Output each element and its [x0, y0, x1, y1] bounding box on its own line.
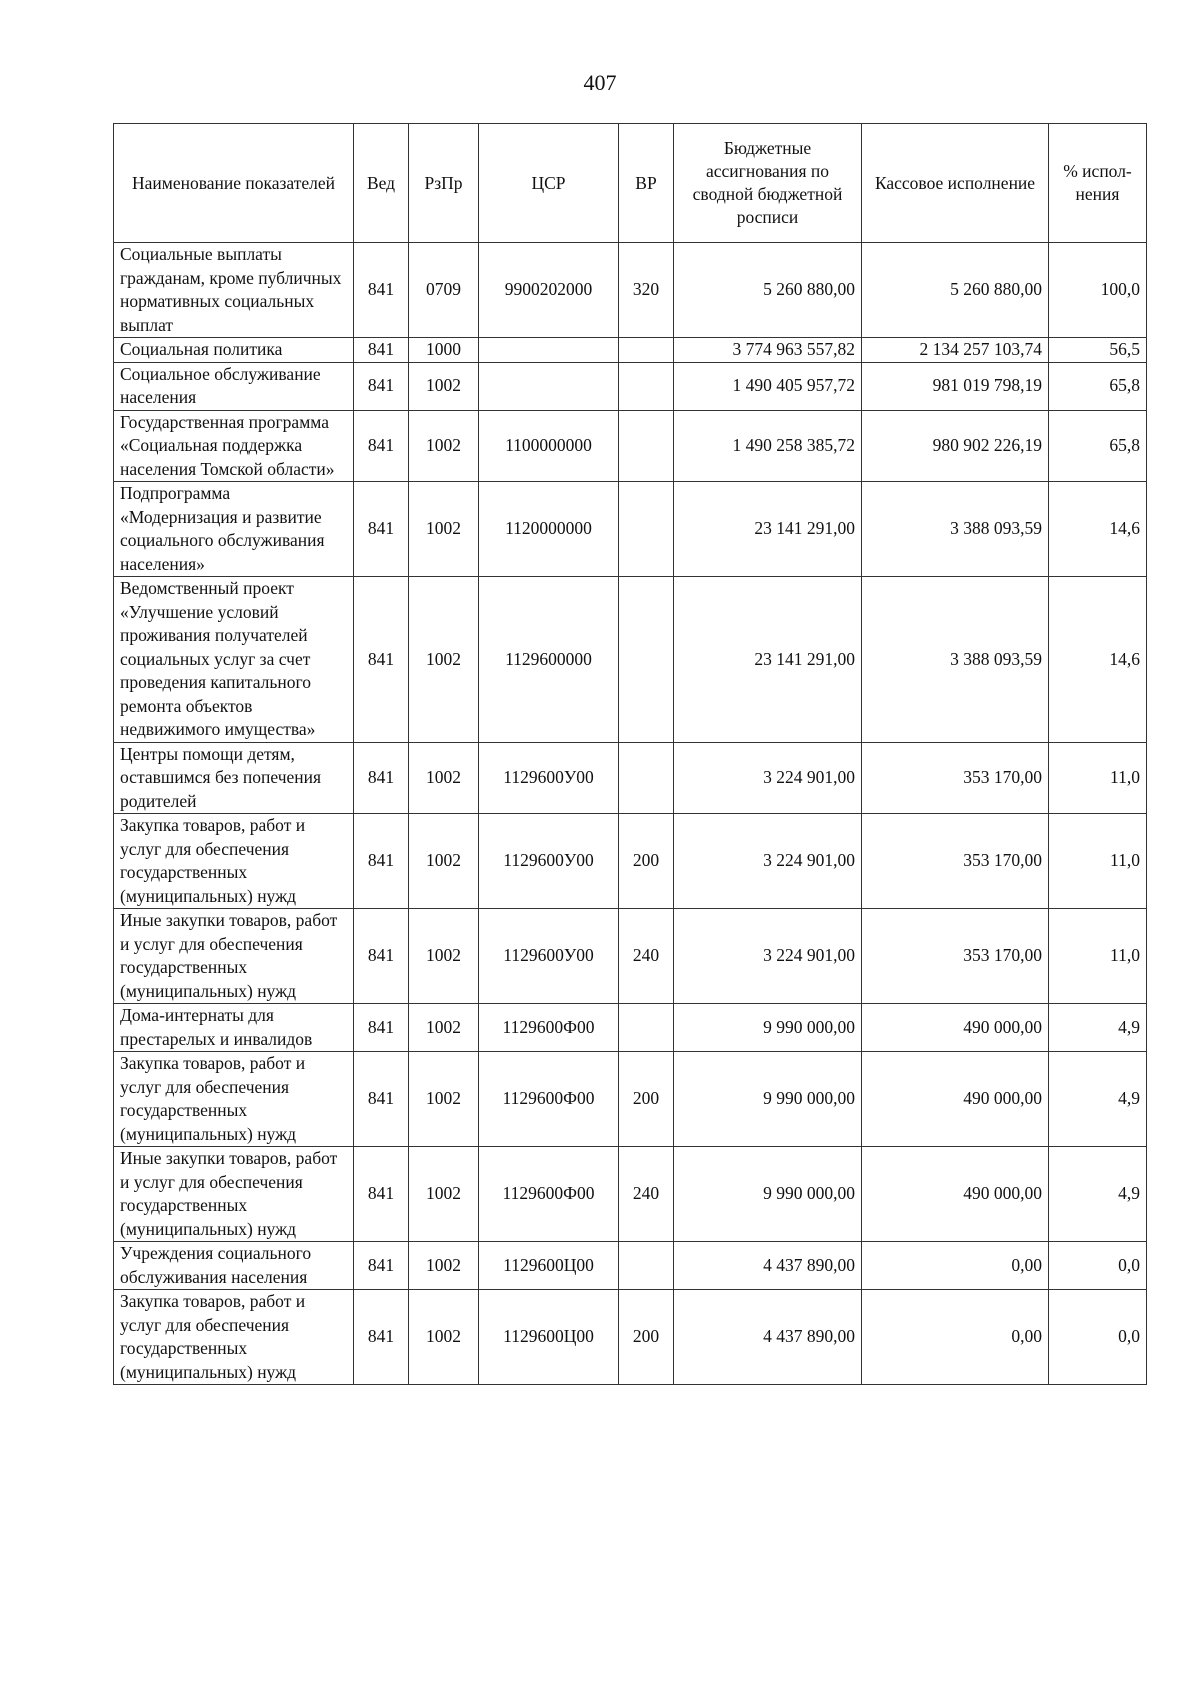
row-csr: 1129600У00	[479, 742, 619, 814]
row-csr: 1129600Ц00	[479, 1242, 619, 1290]
row-name: Закупка товаров, работ и услуг для обеспечения государственных (муниципальных) нужд	[114, 814, 354, 909]
row-vr: 240	[619, 1147, 674, 1242]
row-vr	[619, 482, 674, 577]
row-csr	[479, 362, 619, 410]
row-rzpr: 1002	[409, 577, 479, 743]
row-pct: 4,9	[1049, 1147, 1147, 1242]
row-csr	[479, 338, 619, 363]
row-rzpr: 1002	[409, 909, 479, 1004]
row-ved: 841	[354, 909, 409, 1004]
table-row	[114, 1290, 1147, 1385]
row-csr: 1129600У00	[479, 814, 619, 909]
row-cash: 5 260 880,00	[862, 243, 1049, 338]
row-cash: 353 170,00	[862, 814, 1049, 909]
row-budget: 23 141 291,00	[674, 482, 862, 577]
table-row	[114, 814, 1147, 909]
row-vr	[619, 410, 674, 482]
header-ved: Вед	[354, 124, 409, 243]
row-ved: 841	[354, 1052, 409, 1147]
row-vr: 200	[619, 1290, 674, 1385]
row-rzpr: 1002	[409, 1004, 479, 1052]
row-vr	[619, 1242, 674, 1290]
row-budget: 3 224 901,00	[674, 742, 862, 814]
table-row	[114, 1004, 1147, 1052]
table-row	[114, 909, 1147, 1004]
row-ved: 841	[354, 362, 409, 410]
row-cash: 0,00	[862, 1290, 1049, 1385]
row-csr: 1129600Ц00	[479, 1290, 619, 1385]
row-ved: 841	[354, 338, 409, 363]
row-pct: 11,0	[1049, 742, 1147, 814]
row-rzpr: 1002	[409, 814, 479, 909]
row-vr	[619, 338, 674, 363]
row-rzpr: 1002	[409, 410, 479, 482]
row-pct: 100,0	[1049, 243, 1147, 338]
table-row	[114, 1052, 1147, 1147]
table-row	[114, 410, 1147, 482]
row-csr: 1129600Ф00	[479, 1052, 619, 1147]
row-name: Центры помощи детям, оставшимся без попечения родителей	[114, 742, 354, 814]
row-name: Ведомственный проект «Улучшение условий проживания получателей социальных услуг за счет проведения капитального ремонта объектов недвижимого имущества»	[114, 577, 354, 743]
row-name: Закупка товаров, работ и услуг для обеспечения государственных (муниципальных) нужд	[114, 1052, 354, 1147]
row-ved: 841	[354, 1242, 409, 1290]
header-pct: % испол-нения	[1049, 124, 1147, 243]
row-cash: 2 134 257 103,74	[862, 338, 1049, 363]
header-budget: Бюджетные ассигнования по сводной бюджетной росписи	[674, 124, 862, 243]
row-vr: 320	[619, 243, 674, 338]
row-rzpr: 1002	[409, 362, 479, 410]
row-pct: 4,9	[1049, 1004, 1147, 1052]
row-cash: 490 000,00	[862, 1147, 1049, 1242]
row-cash: 353 170,00	[862, 742, 1049, 814]
row-budget: 23 141 291,00	[674, 577, 862, 743]
table-row	[114, 338, 1147, 363]
row-name: Социальная политика	[114, 338, 354, 363]
row-csr: 1100000000	[479, 410, 619, 482]
row-vr	[619, 362, 674, 410]
row-pct: 14,6	[1049, 577, 1147, 743]
row-cash: 490 000,00	[862, 1004, 1049, 1052]
row-cash: 0,00	[862, 1242, 1049, 1290]
row-budget: 1 490 258 385,72	[674, 410, 862, 482]
row-budget: 1 490 405 957,72	[674, 362, 862, 410]
row-ved: 841	[354, 482, 409, 577]
table-row	[114, 742, 1147, 814]
row-rzpr: 1002	[409, 482, 479, 577]
row-budget: 9 990 000,00	[674, 1004, 862, 1052]
table-row	[114, 577, 1147, 743]
row-csr: 9900202000	[479, 243, 619, 338]
row-cash: 3 388 093,59	[862, 577, 1049, 743]
row-rzpr: 1002	[409, 1290, 479, 1385]
row-vr: 240	[619, 909, 674, 1004]
row-budget: 3 774 963 557,82	[674, 338, 862, 363]
row-cash: 490 000,00	[862, 1052, 1049, 1147]
table-row	[114, 1147, 1147, 1242]
row-budget: 5 260 880,00	[674, 243, 862, 338]
row-rzpr: 1002	[409, 1052, 479, 1147]
budget-execution-table	[113, 123, 1147, 1385]
row-ved: 841	[354, 410, 409, 482]
row-vr: 200	[619, 814, 674, 909]
row-budget: 9 990 000,00	[674, 1147, 862, 1242]
row-cash: 980 902 226,19	[862, 410, 1049, 482]
header-row	[114, 124, 1147, 243]
row-name: Учреждения социального обслуживания населения	[114, 1242, 354, 1290]
row-name: Иные закупки товаров, работ и услуг для обеспечения государственных (муниципальных) нужд	[114, 1147, 354, 1242]
row-vr	[619, 742, 674, 814]
row-name: Государственная программа «Социальная поддержка населения Томской области»	[114, 410, 354, 482]
row-csr: 1129600Ф00	[479, 1147, 619, 1242]
row-pct: 14,6	[1049, 482, 1147, 577]
row-budget: 3 224 901,00	[674, 814, 862, 909]
row-rzpr: 1000	[409, 338, 479, 363]
row-budget: 9 990 000,00	[674, 1052, 862, 1147]
row-vr	[619, 1004, 674, 1052]
row-name: Социальные выплаты гражданам, кроме публичных нормативных социальных выплат	[114, 243, 354, 338]
row-pct: 4,9	[1049, 1052, 1147, 1147]
row-ved: 841	[354, 1004, 409, 1052]
row-rzpr: 1002	[409, 742, 479, 814]
row-pct: 65,8	[1049, 410, 1147, 482]
row-ved: 841	[354, 243, 409, 338]
row-csr: 1120000000	[479, 482, 619, 577]
table-row	[114, 243, 1147, 338]
row-budget: 4 437 890,00	[674, 1242, 862, 1290]
header-rzpr: РзПр	[409, 124, 479, 243]
row-name: Иные закупки товаров, работ и услуг для обеспечения государственных (муниципальных) нужд	[114, 909, 354, 1004]
row-name: Дома-интернаты для престарелых и инвалидов	[114, 1004, 354, 1052]
row-rzpr: 1002	[409, 1147, 479, 1242]
row-budget: 4 437 890,00	[674, 1290, 862, 1385]
table-body	[114, 243, 1147, 1385]
row-ved: 841	[354, 577, 409, 743]
row-name: Закупка товаров, работ и услуг для обеспечения государственных (муниципальных) нужд	[114, 1290, 354, 1385]
table-row	[114, 482, 1147, 577]
row-vr: 200	[619, 1052, 674, 1147]
row-cash: 3 388 093,59	[862, 482, 1049, 577]
row-budget: 3 224 901,00	[674, 909, 862, 1004]
row-ved: 841	[354, 1290, 409, 1385]
header-csr: ЦСР	[479, 124, 619, 243]
row-ved: 841	[354, 814, 409, 909]
row-vr	[619, 577, 674, 743]
row-pct: 11,0	[1049, 909, 1147, 1004]
row-cash: 353 170,00	[862, 909, 1049, 1004]
row-pct: 65,8	[1049, 362, 1147, 410]
row-rzpr: 1002	[409, 1242, 479, 1290]
header-cash: Кассовое исполнение	[862, 124, 1049, 243]
row-pct: 11,0	[1049, 814, 1147, 909]
row-name: Подпрограмма «Модернизация и развитие социального обслуживания населения»	[114, 482, 354, 577]
row-rzpr: 0709	[409, 243, 479, 338]
row-ved: 841	[354, 1147, 409, 1242]
row-csr: 1129600Ф00	[479, 1004, 619, 1052]
row-csr: 1129600000	[479, 577, 619, 743]
table-row	[114, 362, 1147, 410]
row-name: Социальное обслуживание населения	[114, 362, 354, 410]
page-number: 407	[583, 70, 617, 95]
row-cash: 981 019 798,19	[862, 362, 1049, 410]
header-vr: ВР	[619, 124, 674, 243]
row-ved: 841	[354, 742, 409, 814]
row-pct: 0,0	[1049, 1242, 1147, 1290]
table-header	[114, 124, 1147, 243]
row-pct: 0,0	[1049, 1290, 1147, 1385]
header-name: Наименование показателей	[114, 124, 354, 243]
table-row	[114, 1242, 1147, 1290]
row-pct: 56,5	[1049, 338, 1147, 363]
row-csr: 1129600У00	[479, 909, 619, 1004]
